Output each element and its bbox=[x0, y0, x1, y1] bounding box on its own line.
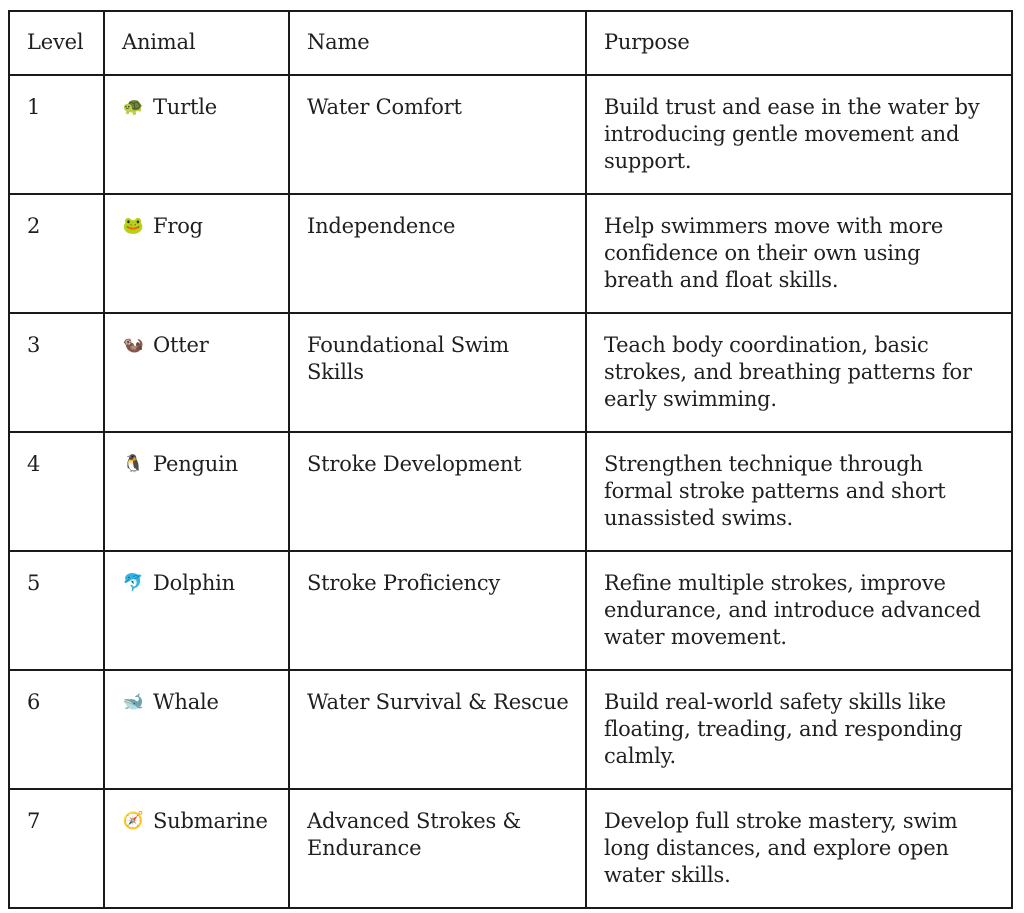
turtle-icon: 🐢 bbox=[122, 97, 144, 117]
animal-label: Dolphin bbox=[153, 571, 236, 595]
animal-label: Frog bbox=[153, 214, 203, 238]
table-row bbox=[9, 551, 1012, 670]
compass-icon: 🧭 bbox=[122, 811, 144, 831]
dolphin-icon: 🐬 bbox=[122, 573, 144, 593]
animal-label: Submarine bbox=[153, 809, 268, 833]
header-name: Name bbox=[289, 11, 586, 75]
animal-label: Whale bbox=[153, 690, 219, 714]
level-cell: 7 bbox=[9, 789, 104, 908]
penguin-icon: 🐧 bbox=[122, 454, 144, 474]
animal-label: Otter bbox=[153, 333, 209, 357]
level-cell: 3 bbox=[9, 313, 104, 432]
animal-cell bbox=[104, 194, 289, 313]
name-cell: Stroke Development bbox=[289, 432, 586, 551]
purpose-cell: Teach body coordination, basic strokes, and breathing patterns for early swimming. bbox=[586, 313, 1012, 432]
table-row bbox=[9, 789, 1012, 908]
level-cell: 2 bbox=[9, 194, 104, 313]
name-cell: Foundational Swim Skills bbox=[289, 313, 586, 432]
name-cell: Water Survival & Rescue bbox=[289, 670, 586, 789]
animal-cell bbox=[104, 432, 289, 551]
table-header-row bbox=[9, 11, 1012, 75]
table-row bbox=[9, 313, 1012, 432]
whale-icon: 🐋 bbox=[122, 692, 144, 712]
animal-label: Turtle bbox=[153, 95, 217, 119]
name-cell: Water Comfort bbox=[289, 75, 586, 194]
table-row bbox=[9, 194, 1012, 313]
animal-cell bbox=[104, 75, 289, 194]
table-row bbox=[9, 75, 1012, 194]
otter-icon: 🦦 bbox=[122, 335, 144, 355]
level-cell: 5 bbox=[9, 551, 104, 670]
name-cell: Stroke Proficiency bbox=[289, 551, 586, 670]
animal-cell bbox=[104, 313, 289, 432]
header-animal: Animal bbox=[104, 11, 289, 75]
animal-label: Penguin bbox=[153, 452, 238, 476]
purpose-cell: Refine multiple strokes, improve endurance, and introduce advanced water movement. bbox=[586, 551, 1012, 670]
purpose-cell: Build trust and ease in the water by introducing gentle movement and support. bbox=[586, 75, 1012, 194]
name-cell: Advanced Strokes & Endurance bbox=[289, 789, 586, 908]
purpose-cell: Strengthen technique through formal stroke patterns and short unassisted swims. bbox=[586, 432, 1012, 551]
level-cell: 1 bbox=[9, 75, 104, 194]
table-row bbox=[9, 432, 1012, 551]
table-row bbox=[9, 670, 1012, 789]
animal-cell bbox=[104, 551, 289, 670]
level-cell: 4 bbox=[9, 432, 104, 551]
level-cell: 6 bbox=[9, 670, 104, 789]
header-purpose: Purpose bbox=[586, 11, 1012, 75]
animal-cell bbox=[104, 670, 289, 789]
animal-cell bbox=[104, 789, 289, 908]
purpose-cell: Build real-world safety skills like floating, treading, and responding calmly. bbox=[586, 670, 1012, 789]
purpose-cell: Develop full stroke mastery, swim long distances, and explore open water skills. bbox=[586, 789, 1012, 908]
name-cell: Independence bbox=[289, 194, 586, 313]
header-level: Level bbox=[9, 11, 104, 75]
purpose-cell: Help swimmers move with more confidence on their own using breath and float skills. bbox=[586, 194, 1012, 313]
swim-levels-table bbox=[8, 10, 1013, 909]
frog-icon: 🐸 bbox=[122, 216, 144, 236]
